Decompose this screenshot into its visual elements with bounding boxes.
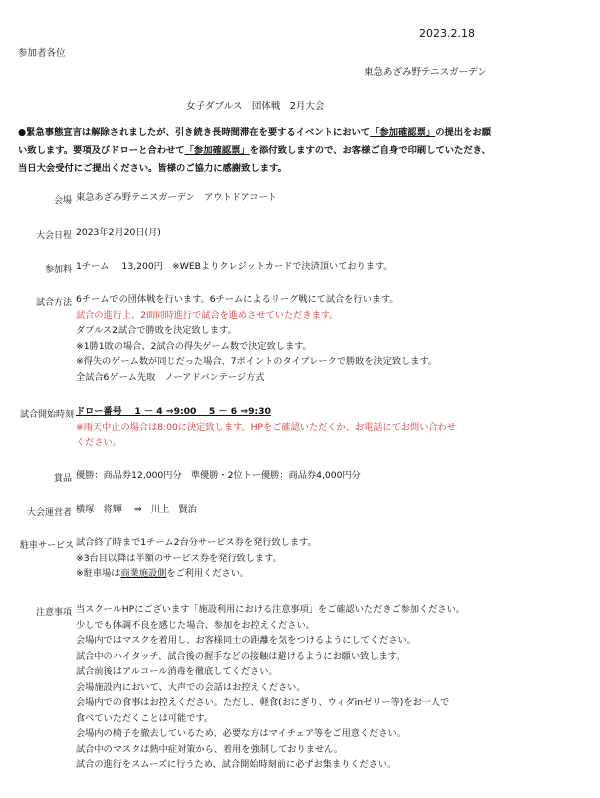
rain-notice-cont: ください。 xyxy=(76,437,122,448)
date-value: 2023年2月20日(月) xyxy=(76,227,161,238)
commercial-facility-link: 商業施設側 xyxy=(120,568,167,579)
caution-line: 試合中のマスクは熱中症対策から、着用を強制しておりません。 xyxy=(76,743,343,755)
prize-label: 賞品 xyxy=(53,474,72,484)
date-label: 大会日程 xyxy=(35,231,72,241)
confirmation-form-link-2: 「参加確認票」 xyxy=(184,145,250,156)
cautions-lines xyxy=(76,602,566,773)
venue-value: 東急あざみ野テニスガーデン アウトドアコート xyxy=(76,192,277,203)
confirmation-form-link-1: 「参加確認票」 xyxy=(370,127,436,138)
caution-line: 会場内ではマスクを着用し、お客様同士の距離を気をつけるようにしてください。 xyxy=(76,635,416,646)
parking-lines xyxy=(76,535,566,582)
cautions-label: 注意事項 xyxy=(35,608,72,618)
caution-line: 会場内の椅子を撤去しているため、必要な方はマイチェア等をご用意ください。 xyxy=(76,728,406,739)
start-time-lines xyxy=(76,404,566,451)
format-line: 6チームでの団体戦を行います。6チームによるリーグ戦にて試合を行います。 xyxy=(76,294,399,305)
start-time-label: 試合開始時刻 xyxy=(19,410,74,420)
notice-text-1: ●緊急事態宣言は解除されましたが、引き続き長時間滞在を要するイベントにおいて xyxy=(18,127,371,138)
recipient: 参加者各位 xyxy=(18,48,66,59)
caution-line: 食べていただくことは可能です。 xyxy=(76,712,214,724)
format-label: 試合方法 xyxy=(35,298,72,308)
format-line: 全試合6ゲーム先取 ノーアドバンテージ方式 xyxy=(76,371,265,383)
rain-notice: ※雨天中止の場合は8:00に決定致します。HPをご確認いただくか、お電話にてお問い合わせ xyxy=(76,421,456,433)
prize-value: 優勝：商品券12,000円分 準優勝・2位トー優勝：商品券4,000円分 xyxy=(76,470,361,481)
parking-line: ※3台目以降は半額のサービス券を発行致します。 xyxy=(76,552,282,564)
format-line: ※得失のゲーム数が同じだった場合、7ポイントのタイブレークで勝敗を決定致します。 xyxy=(76,356,438,367)
caution-line: 会場施設内において、大声での会話はお控えください。 xyxy=(76,681,306,693)
caution-line: 少しでも体調不良を感じた場合、参加をお控えください。 xyxy=(76,619,315,631)
parking-line: 試合終了時まで1チーム2台分サービス券を発行致します。 xyxy=(76,537,317,548)
organizer: 東急あざみ野テニスガーデン xyxy=(364,67,487,78)
format-line: 試合の進行上、2面同時進行で試合を進めさせていただきます。 xyxy=(76,309,339,321)
manager-value: 横塚 将輝 ⇒ 川上 賢治 xyxy=(76,504,197,515)
notice-text-2: の提出をお願い致します。要項及びドローと合わせて xyxy=(18,127,491,156)
caution-line: 当スクールHPにございます「施設利用における注意事項」をご確認いただきご参加ください。 xyxy=(76,604,465,615)
event-title: 女子ダブルス 団体戦 2月大会 xyxy=(186,101,325,112)
parking-label: 駐車サービス xyxy=(19,541,74,551)
draw-schedule: ドロー番号 1 － 4 ⇒9:00 5 － 6 ⇒9:30 xyxy=(76,406,271,417)
caution-line: 試合中のハイタッチ、試合後の握手などの接触は避けるようにお願い致します。 xyxy=(76,650,406,662)
manager-label: 大会運営者 xyxy=(26,508,72,518)
format-line: ※1勝1敗の場合、2試合の得失ゲーム数で決定致します。 xyxy=(76,340,312,352)
format-line: ダブルス2試合で勝敗を決定致します。 xyxy=(76,325,237,336)
fee-value: 1チーム 13,200円 ※WEBよりクレジットカードで決済頂いております。 xyxy=(76,261,393,272)
caution-line: 試合前後はアルコール消毒を徹底してください。 xyxy=(76,666,278,677)
document-date: 2023.2.18 xyxy=(419,27,475,40)
format-lines xyxy=(76,292,566,385)
venue-label: 会場 xyxy=(53,196,72,206)
caution-line: 試合の進行をスムーズに行うため、試合開始時刻前に必ずお集まりください。 xyxy=(76,759,397,770)
caution-line: 会場内での食事はお控えください。ただし、軽食(おにぎり、ウィダinゼリー等)をお一人で xyxy=(76,697,450,708)
notice-text-3: を添付致しますので、お客様ご自身で印刷していただき、当日大会受付にご提出ください。皆様のご協力に感謝致します。 xyxy=(18,145,491,174)
parking-line xyxy=(76,566,566,582)
notice-paragraph xyxy=(18,124,496,178)
parking-text: をご利用ください。 xyxy=(166,568,250,579)
parking-text: ※駐車場は xyxy=(76,568,121,579)
fee-label: 参加料 xyxy=(44,265,72,275)
